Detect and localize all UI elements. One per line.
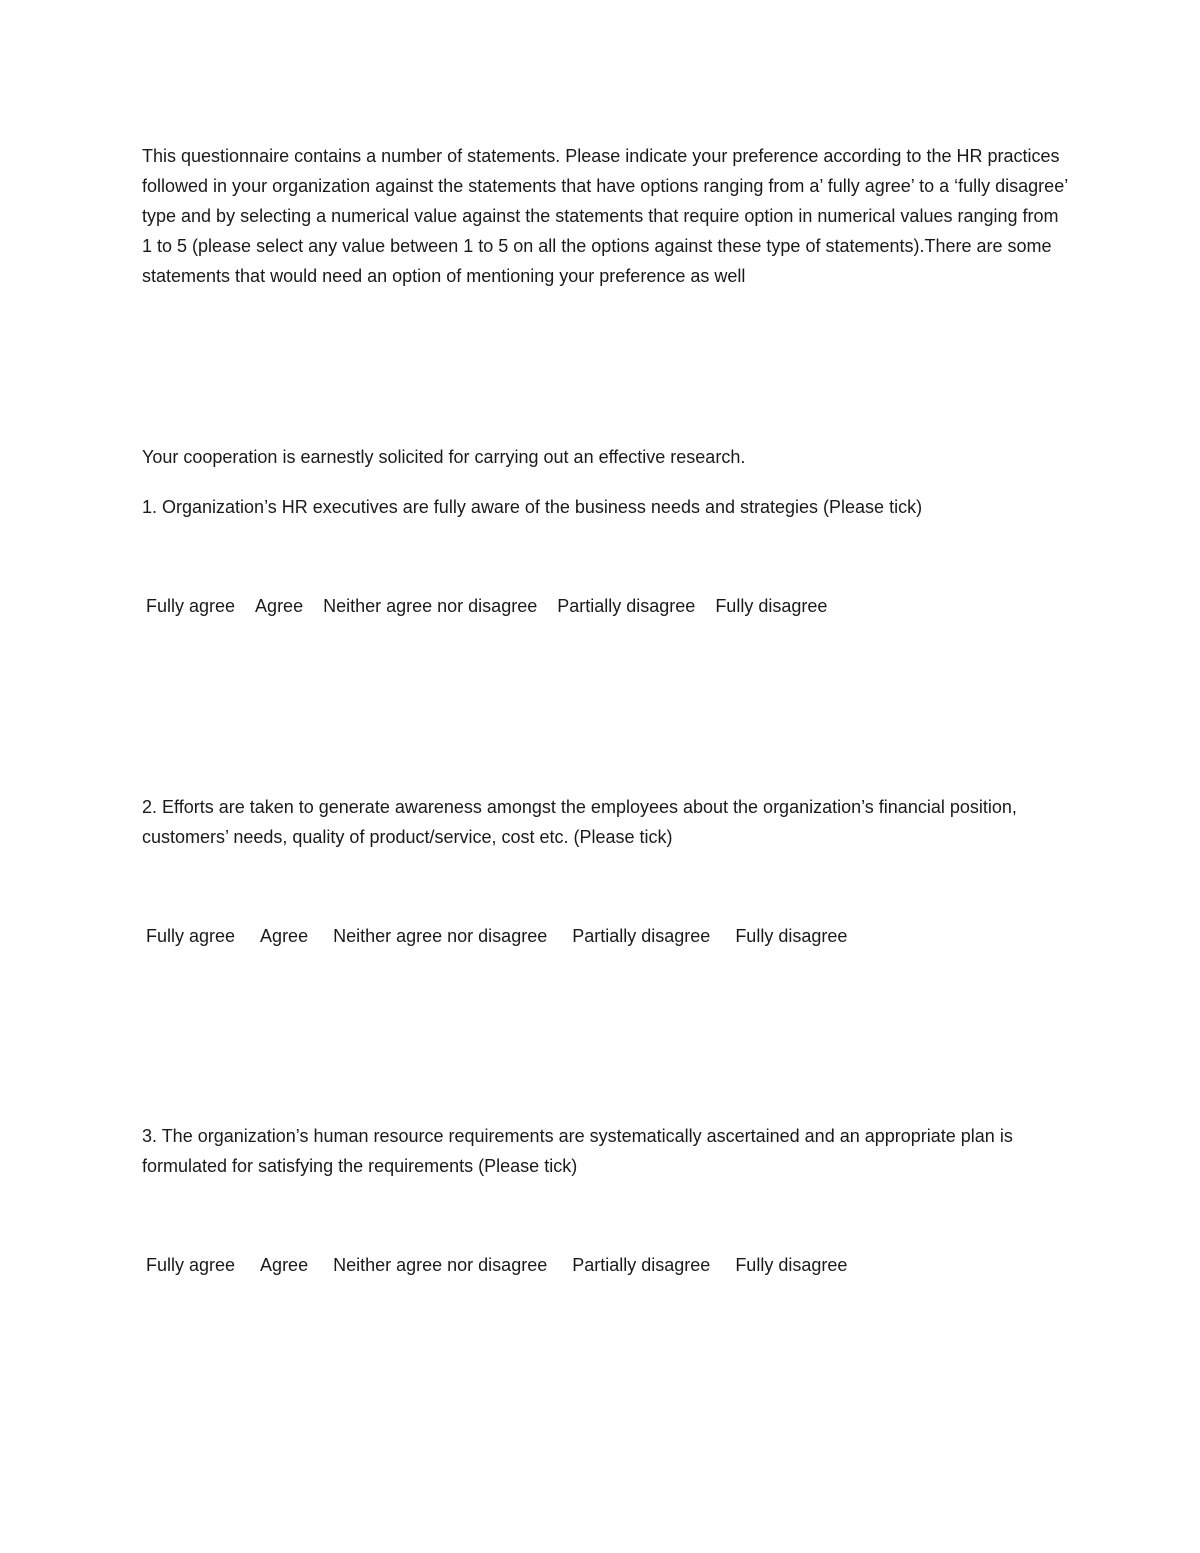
question-1: 1. Organization’s HR executives are fully aware of the business needs and strategies (Please tick) — [142, 497, 923, 517]
question-3: 3. The organization’s human resource requirements are systematically ascertained and an appropriate plan is formulated for satisfying the requirements (Please tick) — [142, 1126, 1013, 1176]
option-agree: Agree — [260, 1255, 309, 1275]
option-agree: Agree — [260, 926, 309, 946]
question-3-options — [146, 1251, 847, 1279]
option-partially-disagree: Partially disagree — [572, 1255, 711, 1275]
question-2-options — [146, 922, 847, 950]
option-partially-disagree: Partially disagree — [572, 926, 711, 946]
option-fully-agree: Fully agree — [146, 926, 236, 946]
option-partially-disagree: Partially disagree — [557, 596, 696, 616]
option-fully-disagree: Fully disagree — [735, 926, 848, 946]
option-neither: Neither agree nor disagree — [323, 596, 538, 616]
option-agree: Agree — [255, 596, 304, 616]
question-1-options — [146, 592, 827, 620]
option-fully-agree: Fully agree — [146, 596, 236, 616]
option-fully-agree: Fully agree — [146, 1255, 236, 1275]
question-2: 2. Efforts are taken to generate awareness amongst the employees about the organization’s financial position, customers’ needs, quality of product/service, cost etc. (Please tick) — [142, 797, 1017, 847]
cooperation-note: Your cooperation is earnestly solicited for carrying out an effective research. — [142, 447, 746, 467]
option-fully-disagree: Fully disagree — [735, 1255, 848, 1275]
option-neither: Neither agree nor disagree — [333, 1255, 548, 1275]
option-fully-disagree: Fully disagree — [715, 596, 828, 616]
option-neither: Neither agree nor disagree — [333, 926, 548, 946]
intro-paragraph: This questionnaire contains a number of statements. Please indicate your preference according to the HR practices followed in your organization against the statements that have options ranging from a’ fully agree’ to a ‘fully disagree’ type and by selecting a numerical value against the statements that require option in numerical values ranging from 1 to 5 (please select any value between 1 to 5 on all the options against these type of statements).There are some statements that would need an option of mentioning your preference as well — [142, 146, 1068, 286]
